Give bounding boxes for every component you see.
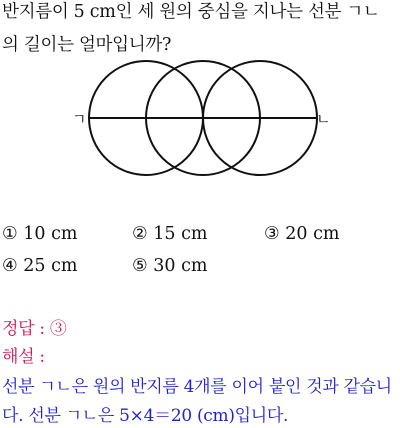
option-1-text: 10 cm [23, 224, 78, 244]
option-3-marker: ③ [264, 224, 280, 244]
option-4-marker: ④ [2, 256, 18, 276]
option-1-marker: ① [2, 224, 18, 244]
explanation-title: 해설 : [2, 347, 45, 367]
answer-label: 정답 : ③ [2, 319, 67, 339]
label-right: ㄴ [316, 110, 331, 128]
option-4[interactable] [2, 255, 78, 277]
option-3-text: 20 cm [285, 224, 340, 244]
option-5-text: 30 cm [153, 256, 208, 276]
question-line-2: 의 길이는 얼마입니까? [2, 35, 172, 55]
option-2-text: 15 cm [153, 224, 208, 244]
option-5-marker: ⑤ [132, 256, 148, 276]
option-2[interactable] [132, 223, 208, 245]
explanation-line-1: 선분 ㄱㄴ은 원의 반지름 4개를 이어 붙인 것과 같습니 [2, 377, 392, 397]
option-3[interactable] [264, 223, 340, 245]
question-line-1: 반지름이 5 cm인 세 원의 중심을 지나는 선분 ㄱㄴ [2, 2, 380, 22]
option-5[interactable] [132, 255, 208, 277]
option-4-text: 25 cm [23, 256, 78, 276]
explanation-line-2: 다. 선분 ㄱㄴ은 5×4＝20 (cm)입니다. [2, 406, 289, 426]
three-circles-figure [0, 0, 400, 210]
option-2-marker: ② [132, 224, 148, 244]
option-1[interactable] [2, 223, 78, 245]
label-left: ㄱ [72, 110, 87, 128]
